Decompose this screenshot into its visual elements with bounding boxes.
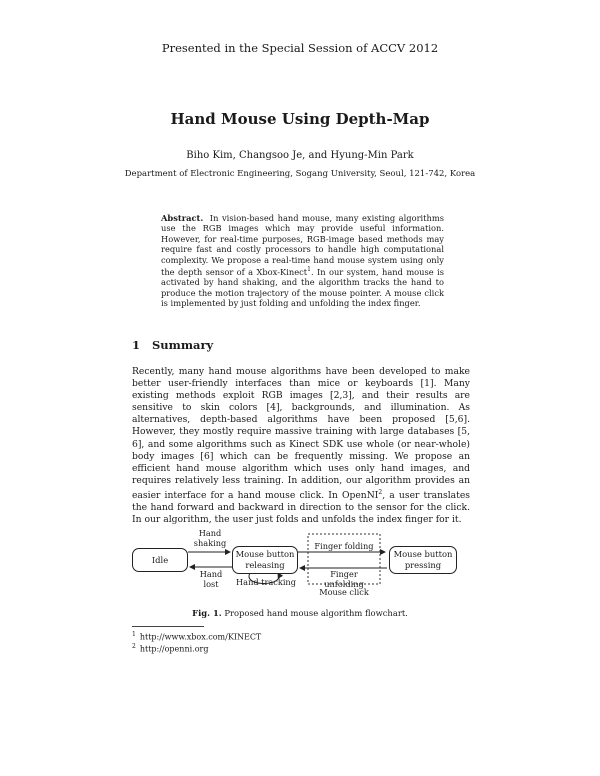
footnote-divider: [132, 626, 204, 627]
page-header: Presented in the Special Session of ACCV 2012: [161, 41, 439, 55]
label-hand-tracking: Hand tracking: [236, 577, 296, 587]
label-hand-lost: Hand lost: [199, 569, 223, 589]
state-idle: Idle: [132, 548, 188, 572]
abstract: [161, 213, 444, 308]
footnote-1: [132, 631, 261, 642]
label-finger-folding: Finger folding: [314, 541, 374, 551]
section-number: 1: [132, 338, 141, 352]
figure-caption-text: Proposed hand mouse algorithm flowchart.: [224, 608, 408, 618]
footnote-2-mark: 2: [132, 643, 136, 650]
summary-text-1: Recently, many hand mouse algorithms have been developed to make better user-friendly interfaces than mice or keyboards [1]. Many existing methods exploit RGB images [2,3], and their results are sensitive to skin colors [4], backgrounds, and illumination. As alternatives, depth-based algorithms have been proposed [5,6]. However, they mostly require massive training with large databases [5, 6], and some algorithms such as Kinect SDK use whole (or near-whole) body images [6] which can be frequently missing. We propose an efficient hand mouse algorithm which uses only hand images, and requires relatively less training. In addition, our algorithm provides an easier interface for a hand mouse click. In OpenNI: [132, 366, 470, 501]
label-mouse-click: Mouse click: [319, 587, 369, 597]
abstract-label: Abstract.: [161, 213, 204, 223]
paper-authors: Biho Kim, Changsoo Je, and Hyung-Min Park: [186, 150, 414, 161]
section-heading: [132, 338, 213, 352]
section-title: Summary: [152, 338, 214, 352]
label-hand-shaking: Hand shaking: [193, 528, 227, 548]
footnote-1-url[interactable]: http://www.xbox.com/KINECT: [139, 632, 262, 642]
state-releasing: Mouse button releasing: [232, 546, 298, 574]
summary-text-2: , a user translates the hand forward and backward in direction to the sensor for the click. In our algorithm, the user just folds and unfolds the index finger for it.: [132, 490, 471, 526]
abstract-footnote-ref: 1: [307, 266, 311, 274]
summary-footnote-ref: 2: [378, 488, 383, 496]
abstract-text-2: . In our system, hand mouse is activated by hand shaking, and the algorithm tracks the hand to produce the motion trajectory of the mouse pointer. A mouse click is implemented by just folding and unfolding the index finger.: [161, 266, 444, 309]
paper-affiliation: Department of Electronic Engineering, Sogang University, Seoul, 121-742, Korea: [124, 169, 476, 179]
abstract-text-1: In vision-based hand mouse, many existing algorithms use the RGB images which may provide useful information. However, for real-time purposes, RGB-image based methods may require fast and costly processors to handle high computational complexity. We propose a real-time hand mouse system using only the depth sensor of a Xbox-Kinect: [161, 213, 444, 277]
state-pressing: Mouse button pressing: [389, 546, 457, 574]
label-finger-unfolding: Finger unfolding: [324, 569, 364, 589]
figure-label: Fig. 1.: [192, 608, 222, 618]
footnote-2: [132, 643, 208, 654]
footnote-1-mark: 1: [132, 631, 136, 638]
paper-title: Hand Mouse Using Depth-Map: [170, 110, 430, 128]
figure-caption: [0, 608, 600, 618]
flowchart: [130, 525, 475, 605]
footnote-2-url[interactable]: http://openni.org: [139, 644, 209, 654]
summary-paragraph: [132, 366, 470, 526]
